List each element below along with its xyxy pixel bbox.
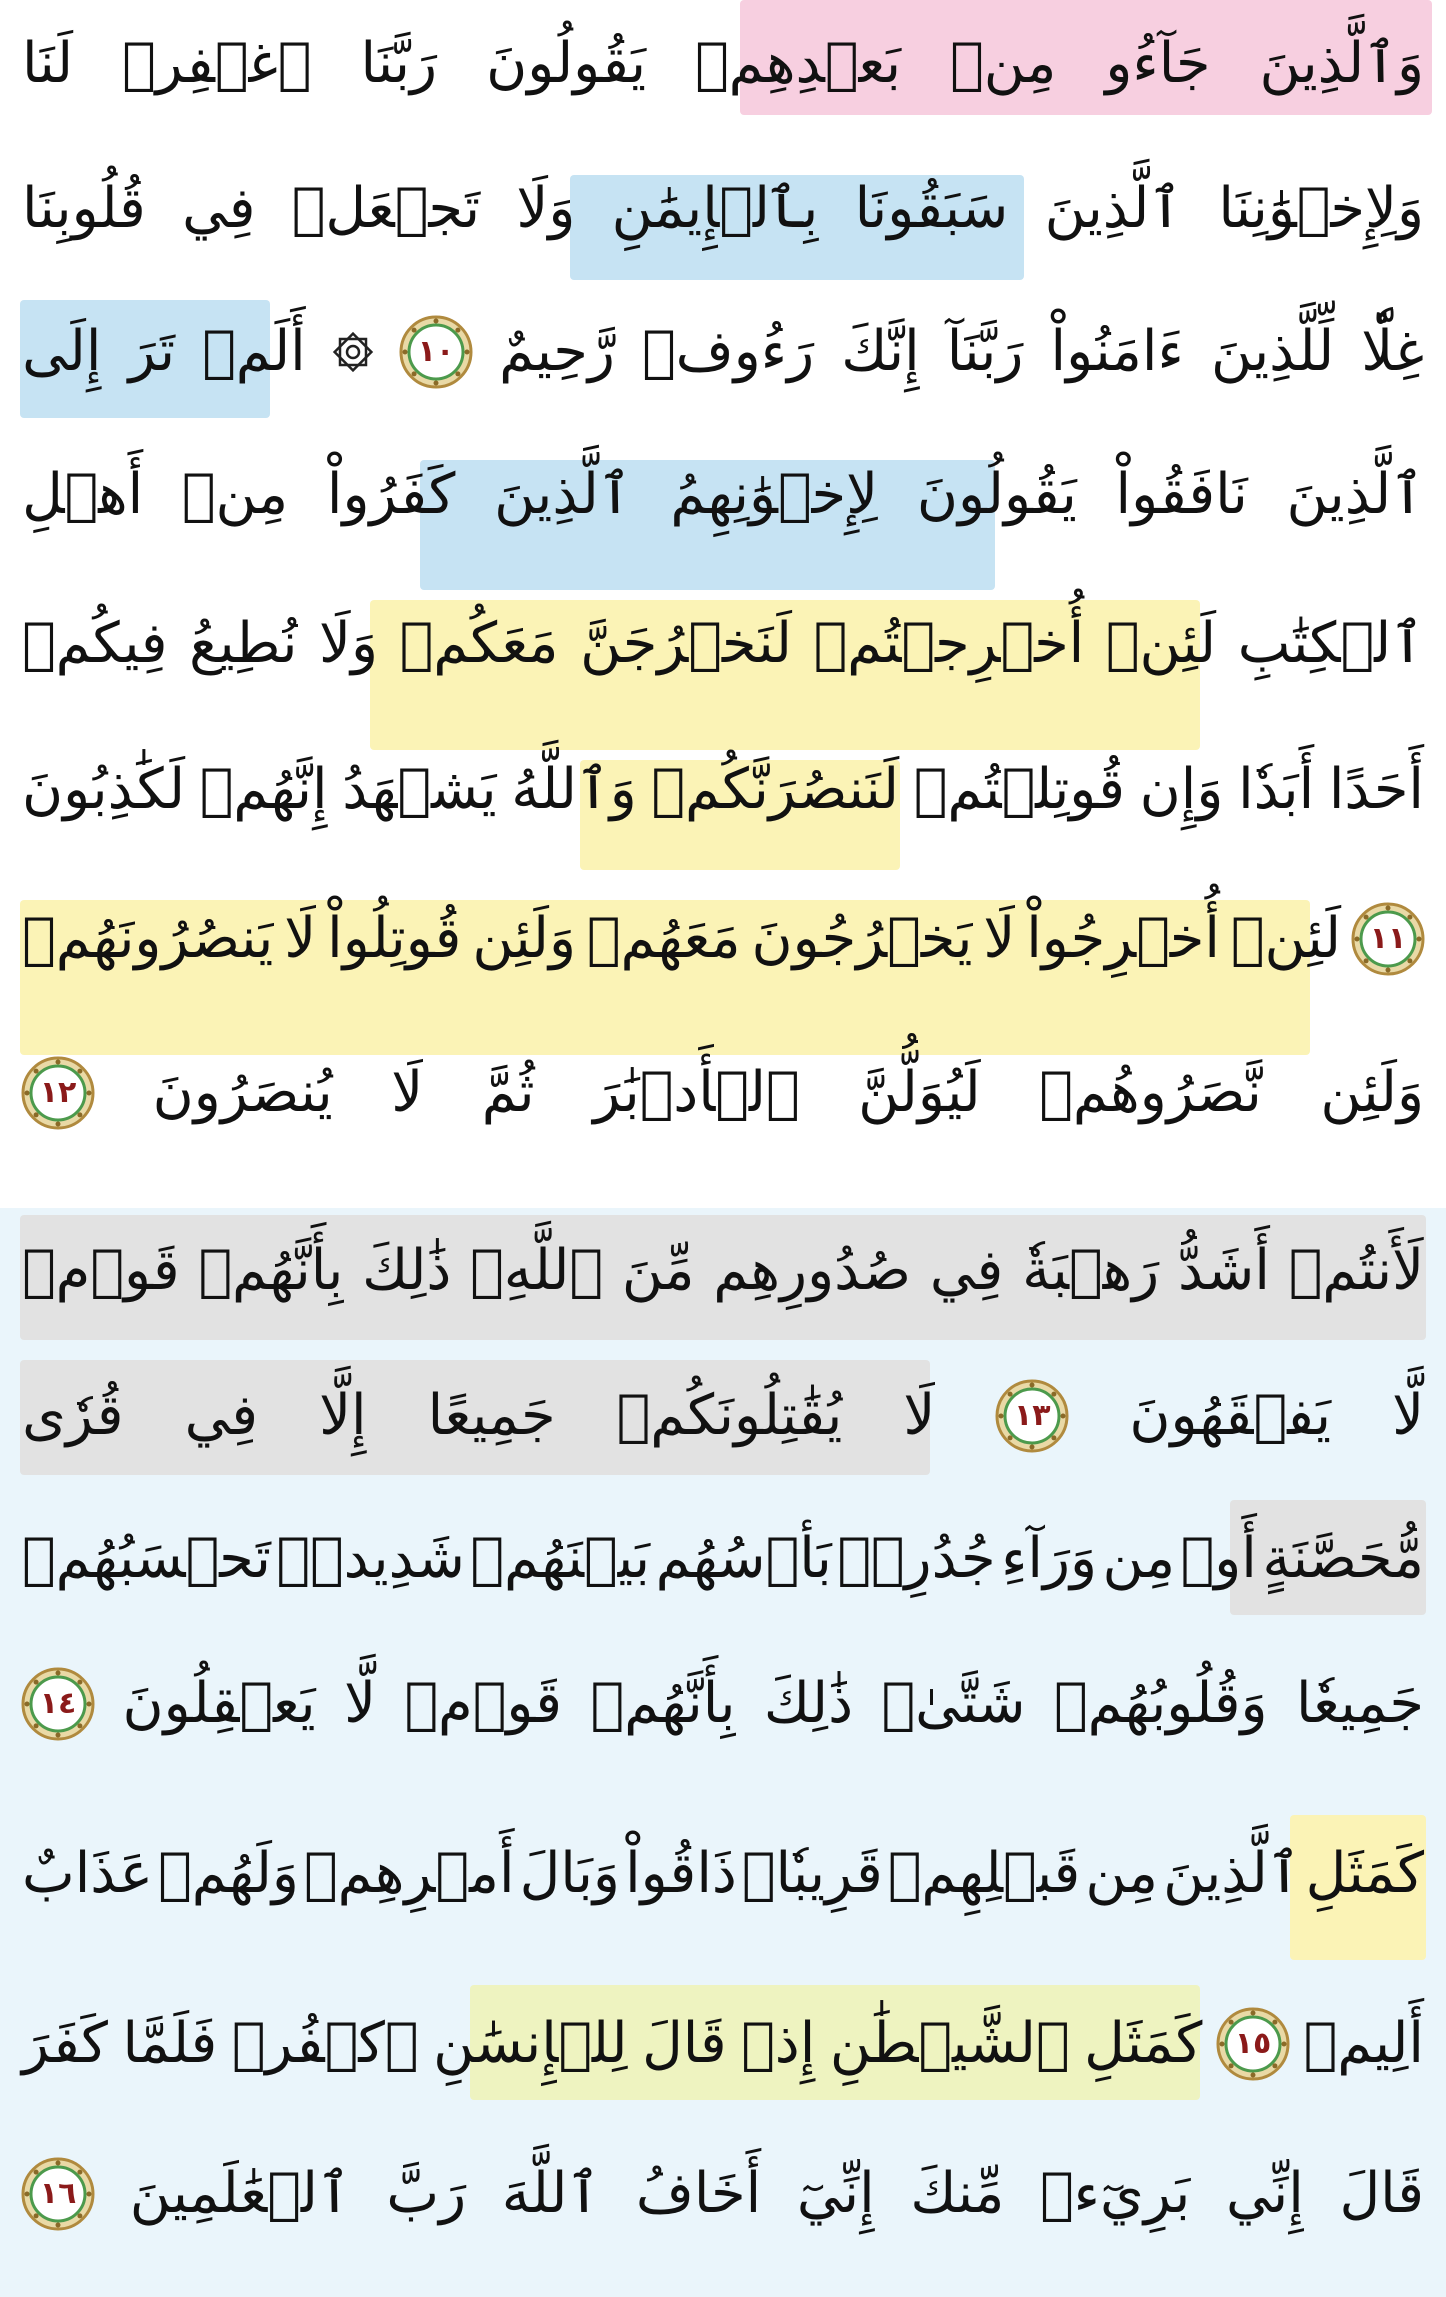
quran-word: ٱلَّذِينَ (1286, 462, 1424, 527)
quran-word: نَّصَرُوهُمۡ (1039, 1060, 1262, 1125)
verse-number: ١٢ (39, 1075, 77, 1110)
quran-word: يُقَٰتِلُونَكُمۡ (616, 1383, 843, 1448)
quran-word: لَا (284, 906, 317, 971)
quran-word: لَا (903, 1383, 936, 1448)
quran-word: فَلَمَّا (122, 2011, 218, 2076)
verse-line (20, 1815, 1426, 1933)
quran-word: جُدُرِۭۚ (837, 1526, 996, 1591)
verse-line (20, 150, 1426, 268)
quran-word: وَٱلَّذِينَ (1259, 31, 1424, 96)
quran-word: ٱلشَّيۡطَٰنِ (829, 2011, 1070, 2076)
quran-word: ٱللَّهِۚ (470, 1238, 604, 1303)
quran-word: نَافَقُواْ (1115, 462, 1248, 527)
quran-word: فِيكُمۡ (22, 611, 168, 676)
quran-word: لِّلَّذِينَ (1210, 319, 1335, 384)
quran-word: شَتَّىٰۚ (881, 1671, 1026, 1736)
quran-word: مِّنكَ (910, 2161, 1005, 2226)
quran-word: مَعَهُمۡ (586, 906, 741, 971)
quran-word: مِّنَ (621, 1238, 695, 1303)
verse-line (20, 2135, 1426, 2253)
quran-word: كَفَرُواْ (326, 462, 456, 527)
quran-word: كَفَرَ (22, 2011, 108, 2076)
quran-word: لَيُوَلُّنَّ (858, 1060, 981, 1125)
quran-word: ٱلَّذِينَ (1044, 176, 1183, 241)
quran-word: أُخۡرِجۡتُمۡ (813, 611, 1085, 676)
quran-word: أَخَافُ (635, 2161, 762, 2226)
quran-word: إِنِّيٓ (796, 2161, 875, 2226)
verse-line (20, 731, 1426, 849)
quran-word: إِذۡ (741, 2011, 816, 2076)
quran-word: أَمۡرِهِمۡ (304, 1841, 515, 1906)
quran-word: يُنصَرُونَ (152, 1060, 333, 1125)
verse-line (20, 1034, 1426, 1152)
quran-word: وَرَآءِ (1001, 1526, 1098, 1591)
quran-word: قُوتِلُواْ (327, 906, 462, 971)
quran-word: جَمِيعٗا (1296, 1671, 1424, 1736)
quran-word: لِلۡإِنسَٰنِ (433, 2011, 628, 2076)
verse-end-marker (1215, 2006, 1291, 2082)
quran-word: لِإِخۡوَٰنِهِمُ (670, 462, 879, 527)
quran-word: إِنِّي (1225, 2161, 1304, 2226)
quran-word: قَوۡمٞ (404, 1671, 563, 1736)
quran-word: بَيۡنَهُمۡ (470, 1526, 651, 1591)
quran-word: لَا (983, 906, 1016, 971)
quran-word: أَوۡ (1180, 1526, 1257, 1591)
quran-word: بِٱلۡإِيمَٰنِ (611, 176, 819, 241)
verse-number: ١٥ (1234, 2026, 1272, 2061)
quran-word: يَعۡقِلُونَ (122, 1671, 316, 1736)
quran-word: قُرٗى (22, 1383, 124, 1448)
quran-word: رَبَّ (386, 2161, 467, 2226)
quran-word: كَمَثَلِ (1084, 2011, 1203, 2076)
quran-word: لَّا (1392, 1383, 1424, 1448)
quran-word: قَرِيبٗاۖ (741, 1841, 883, 1906)
quran-word: وَٱللَّهُ (511, 757, 637, 822)
quran-word: تَحۡسَبُهُمۡ (22, 1526, 271, 1591)
quran-word: ءَامَنُواْ (1050, 319, 1184, 384)
quran-word: تَجۡعَلۡ (291, 176, 481, 241)
quran-word: إِنَّهُمۡ (199, 757, 328, 822)
quran-word: غِلّٗا (1361, 319, 1424, 384)
quran-word: أُخۡرِجُواْ (1026, 906, 1220, 971)
quran-word: قُلُوبِنَا (22, 176, 146, 241)
quran-word: رَبَّنَآ (946, 319, 1024, 384)
quran-word: بَعۡدِهِمۡ (695, 31, 902, 96)
quran-word: لَنَنصُرَنَّكُمۡ (651, 757, 900, 822)
verse-line (20, 880, 1426, 998)
verse-end-marker (20, 1666, 96, 1742)
quran-word: أَهۡلِ (22, 462, 144, 527)
quran-word: مِن (1085, 1841, 1159, 1906)
verse-line (20, 585, 1426, 703)
quran-word: يَقُولُونَ (916, 462, 1077, 527)
quran-word: وَلَهُمۡ (158, 1841, 299, 1906)
verse-end-marker (994, 1378, 1070, 1454)
verse-number: ١١ (1369, 921, 1407, 956)
quran-word: أَلَمۡ (202, 319, 306, 384)
quran-word: ٱللَّهَ (501, 2161, 601, 2226)
quran-word: وَإِن (1139, 757, 1224, 822)
verse-line (20, 293, 1426, 411)
quran-word: ذَٰلِكَ (362, 1238, 452, 1303)
quran-word: ثُمَّ (481, 1060, 535, 1125)
verse-line (20, 1645, 1426, 1763)
quran-word: يَقُولُونَ (486, 31, 647, 96)
quran-word: أَحَدًا (1328, 757, 1424, 822)
quran-word: لَئِنۡ (1105, 611, 1217, 676)
quran-word: مِنۢ (950, 31, 1057, 96)
quran-word: بَأۡسُهُم (655, 1526, 832, 1591)
quran-word: ٱلَّذِينَ (1163, 1841, 1301, 1906)
verse-line (20, 5, 1426, 123)
verse-end-marker (1350, 901, 1426, 977)
quran-word: مُّحَصَّنَةٍ (1262, 1526, 1424, 1591)
quran-word: قُوتِلۡتُمۡ (913, 757, 1125, 822)
quran-word: لَكَٰذِبُونَ (22, 757, 186, 822)
quran-word: وَبَالَ (519, 1841, 620, 1906)
quran-word: وَقُلُوبُهُمۡ (1054, 1671, 1268, 1736)
quran-word: رَبَّنَا (360, 31, 438, 96)
verse-line (20, 1212, 1426, 1330)
quran-word: يَخۡرُجُونَ (751, 906, 973, 971)
quran-word: قَالَ (642, 2011, 727, 2076)
quran-word: أَشَدُّ (1178, 1238, 1270, 1303)
quran-word: وَلَا (516, 176, 576, 241)
quran-word: وَلَئِن (472, 906, 576, 971)
verse-number: ١٤ (39, 1686, 77, 1721)
quran-word: مَعَكُمۡ (399, 611, 559, 676)
quran-word: وَلَا (319, 611, 379, 676)
quran-word: لَنَخۡرُجَنَّ (580, 611, 792, 676)
verse-number: ١٣ (1013, 1398, 1051, 1433)
quran-word: بَرِيٓءٞ (1040, 2161, 1191, 2226)
quran-word: ٱلَّذِينَ (494, 462, 632, 527)
verse-end-marker (398, 314, 474, 390)
quran-word: أَبَدٗا (1238, 757, 1315, 822)
verse-number: ١٠ (417, 334, 455, 369)
quran-word: فِي (929, 1238, 1004, 1303)
verse-line (20, 1985, 1426, 2103)
quran-word: يَشۡهَدُ (342, 757, 497, 822)
quran-word: ذَاقُواْ (625, 1841, 737, 1906)
quran-word: بِأَنَّهُمۡ (198, 1238, 344, 1303)
quran-word: إِنَّكَ (841, 319, 920, 384)
quran-word: كَمَثَلِ (1305, 1841, 1424, 1906)
quran-word: ٱغۡفِرۡ (122, 31, 312, 96)
quran-word: لَا (391, 1060, 424, 1125)
quran-word: وَلِإِخۡوَٰنِنَا (1218, 176, 1424, 241)
quran-word: ٱلۡكِتَٰبِ (1237, 611, 1424, 676)
quran-word: ذَٰلِكَ (763, 1671, 854, 1736)
quran-word: قَالَ (1339, 2161, 1424, 2226)
quran-word: مِن (1102, 1526, 1176, 1591)
quran-word: قَوۡمٞ (22, 1238, 180, 1303)
quran-word: إِلَى (22, 319, 102, 384)
quran-word: رَّحِيمٌ (499, 319, 615, 384)
quran-word: تَرَ (128, 319, 176, 384)
quran-word: يَفۡقَهُونَ (1129, 1383, 1332, 1448)
quran-word: مِنۡ (181, 462, 289, 527)
quran-word: ٱلۡعَٰلَمِينَ (129, 2161, 351, 2226)
quran-word: لَّا (344, 1671, 377, 1736)
quran-word: يَنصُرُونَهُمۡ (22, 906, 274, 971)
quran-word: فِي (182, 176, 256, 241)
quran-word: أَلِيمٞ (1303, 2011, 1424, 2076)
verse-line (20, 1500, 1426, 1618)
quran-word: رَهۡبَةٗ (1022, 1238, 1160, 1303)
verse-line (20, 436, 1426, 554)
quran-word: قَبۡلِهِمۡ (887, 1841, 1081, 1906)
quran-word: سَبَقُونَا (854, 176, 1009, 241)
quran-word: ٱلۡأَدۡبَٰرَ (593, 1060, 800, 1125)
verse-end-marker (20, 1055, 96, 1131)
quran-word: صُدُورِهِم (713, 1238, 912, 1303)
quran-word: وَلَئِن (1320, 1060, 1424, 1125)
quran-word: جَمِيعًا (427, 1383, 556, 1448)
verse-line (20, 1357, 1426, 1475)
quran-word: جَآءُو (1105, 31, 1211, 96)
rub-el-hizb-icon (331, 330, 375, 374)
quran-word: نُطِيعُ (189, 611, 298, 676)
quran-word: عَذَابٌ (22, 1841, 154, 1906)
quran-word: لَئِنۡ (1230, 906, 1342, 971)
quran-word: إِلَّا (319, 1383, 367, 1448)
quran-word: لَأَنتُمۡ (1288, 1238, 1424, 1303)
quran-word: لَنَا (22, 31, 74, 96)
verse-number: ١٦ (39, 2176, 77, 2211)
quran-word: فِي (184, 1383, 259, 1448)
quran-word: بِأَنَّهُمۡ (590, 1671, 736, 1736)
quran-word: ٱكۡفُرۡ (231, 2011, 419, 2076)
quran-word: شَدِيدٞۚ (276, 1526, 465, 1591)
quran-word: رَءُوفٞ (642, 319, 815, 384)
verse-end-marker (20, 2156, 96, 2232)
